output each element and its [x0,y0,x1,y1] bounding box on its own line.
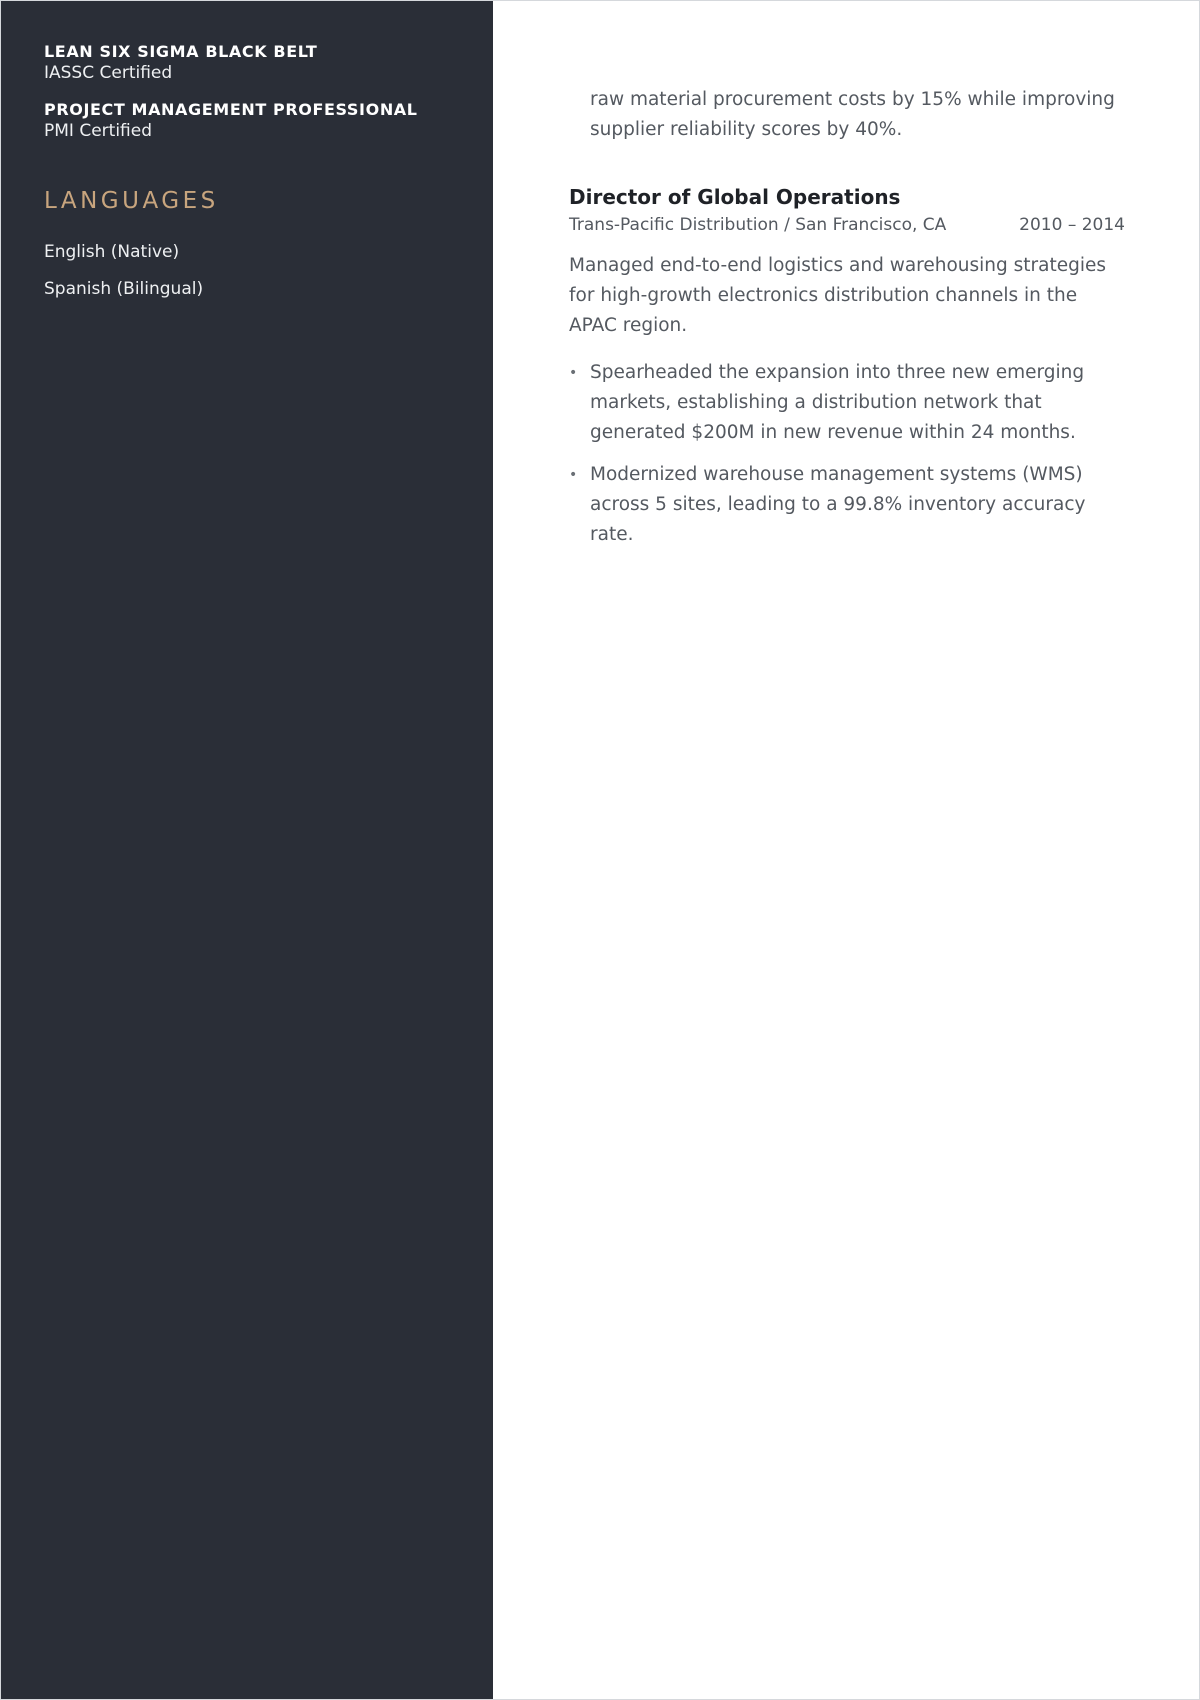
certification-title: LEAN SIX SIGMA BLACK BELT [44,42,318,61]
job-title: Director of Global Operations [569,185,901,209]
bullet-text: Spearheaded the expansion into three new emerging markets, establishing a distribution network that generated $200M in new revenue within 24 months. [590,362,1085,443]
sidebar [1,1,493,1699]
job-bullet-list [569,358,1130,562]
job-summary: Managed end-to-end logistics and warehousing strategies for high-growth electronics distribution channels in the APAC region. [569,255,1107,336]
certification-pmp [44,99,418,142]
bullet-dot-icon: • [569,365,578,381]
language-item: English (Native) [44,242,180,262]
certification-lean-six-sigma [44,41,317,84]
languages-heading: LANGUAGES [44,188,219,214]
continued-bullet [569,85,1130,145]
certification-issuer: IASSC Certified [44,63,173,83]
languages-list [44,240,203,314]
job-bullet [569,460,1130,550]
bullet-dot-icon: • [569,467,578,483]
job-company-location: Trans-Pacific Distribution / San Francisco, CA [569,215,947,235]
bullet-text: Modernized warehouse management systems (WMS) across 5 sites, leading to a 99.8% inventory accuracy rate. [590,464,1086,545]
job-dates: 2010 – 2014 [1019,215,1125,235]
job-bullet [569,358,1130,448]
certification-title: PROJECT MANAGEMENT PROFESSIONAL [44,100,418,119]
certification-issuer: PMI Certified [44,121,153,141]
language-item: Spanish (Bilingual) [44,279,204,299]
bullet-text: raw material procurement costs by 15% while improving supplier reliability scores by 40%. [590,89,1115,140]
